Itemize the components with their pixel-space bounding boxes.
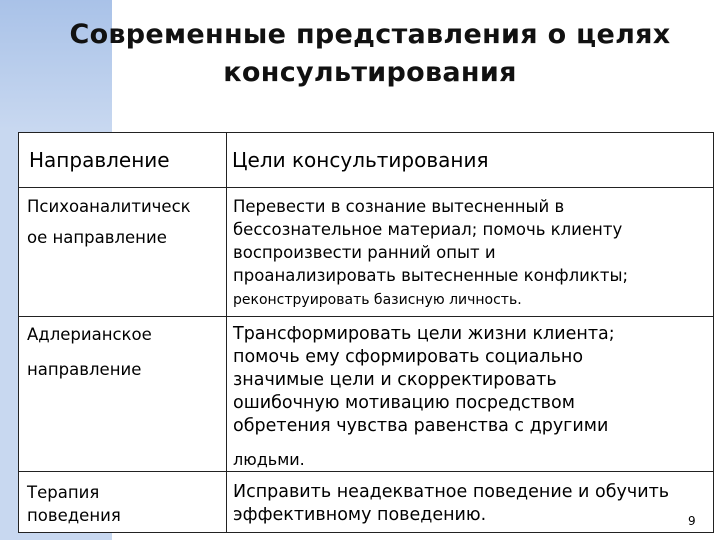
- goal-line: Трансформировать цели жизни клиента;: [233, 324, 615, 344]
- direction-line: Психоаналитическ: [27, 197, 191, 216]
- direction-line: направление: [27, 360, 142, 379]
- row-psychoanalytic-goals: [233, 195, 628, 312]
- goal-line: помочь ему сформировать социально: [233, 347, 584, 367]
- slide-title: [60, 16, 680, 92]
- column-divider: [226, 133, 227, 532]
- row-psychoanalytic-direction: [27, 195, 191, 249]
- goal-line: эффективному поведению.: [233, 505, 487, 525]
- goal-line: обретения чувства равенства с другими: [233, 416, 609, 436]
- row-divider: [19, 187, 713, 188]
- goal-line: людьми.: [233, 450, 305, 469]
- direction-line: поведения: [27, 506, 121, 525]
- row-behavior-goals: [233, 481, 669, 527]
- goal-line: Перевести в сознание вытесненный в: [233, 197, 565, 216]
- goal-line: Исправить неадекватное поведение и обучить: [233, 482, 670, 502]
- page-number: 9: [688, 514, 696, 528]
- row-adlerian-direction: [27, 323, 152, 381]
- direction-line: ое направление: [27, 228, 167, 247]
- goal-line: воспроизвести ранний опыт и: [233, 243, 496, 262]
- row-adlerian-goals: [233, 323, 615, 471]
- header-goals: Цели консультирования: [232, 148, 489, 172]
- direction-line: Терапия: [27, 483, 100, 502]
- title-line-1: Современные представления о целях: [69, 19, 671, 50]
- title-line-2: консультирования: [223, 57, 517, 88]
- goal-line: бессознательное материал; помочь клиенту: [233, 220, 623, 239]
- goal-line: значимые цели и скорректировать: [233, 370, 557, 390]
- goal-line: ошибочную мотивацию посредством: [233, 393, 575, 413]
- direction-line: Адлерианское: [27, 325, 152, 344]
- header-direction: Направление: [29, 148, 170, 172]
- goal-line: реконструировать базисную личность.: [233, 292, 522, 308]
- row-divider: [19, 316, 713, 317]
- row-behavior-direction: [27, 481, 121, 527]
- goal-line: проанализировать вытесненные конфликты;: [233, 266, 629, 285]
- row-divider: [19, 471, 713, 472]
- goals-table: [18, 132, 714, 533]
